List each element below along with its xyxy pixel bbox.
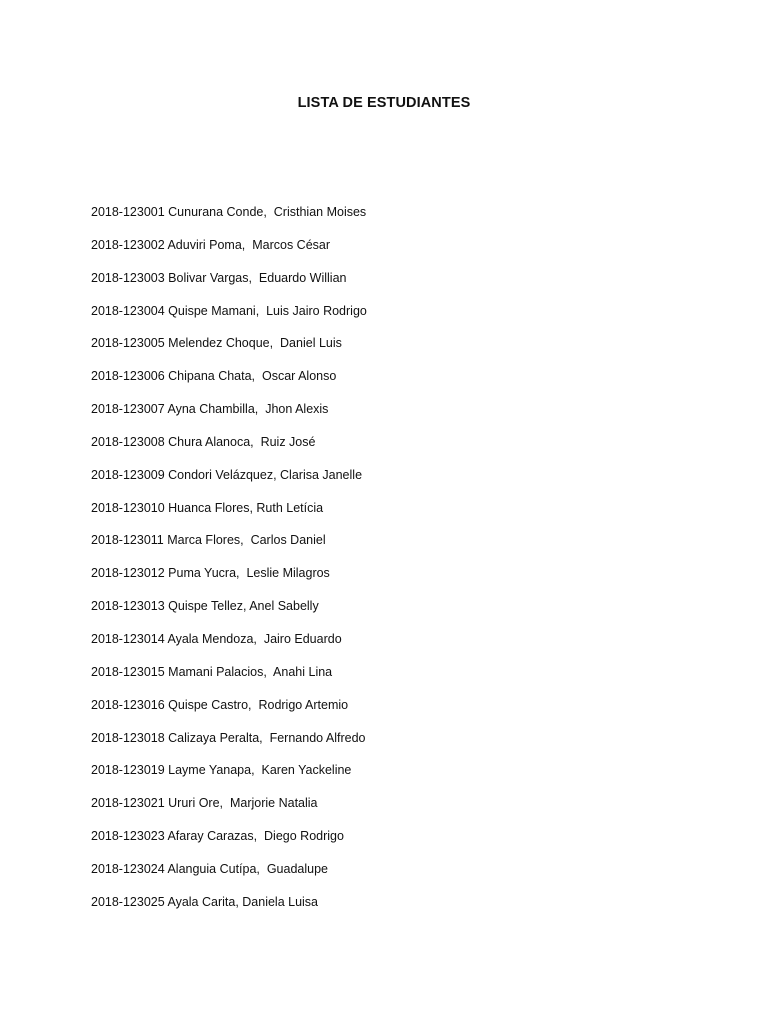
student-list [91,202,367,925]
student-entry: 2018-123002 Aduviri Poma, Marcos César [91,237,331,252]
student-entry: 2018-123010 Huanca Flores, Ruth Letícia [91,500,324,515]
student-entry: 2018-123011 Marca Flores, Carlos Daniel [91,533,326,548]
page-title: LISTA DE ESTUDIANTES [297,95,471,111]
student-entry: 2018-123016 Quispe Castro, Rodrigo Artemio [91,697,349,712]
student-entry: 2018-123005 Melendez Choque, Daniel Luis [91,336,342,351]
student-entry: 2018-123013 Quispe Tellez, Anel Sabelly [91,599,319,614]
student-entry: 2018-123012 Puma Yucra, Leslie Milagros [91,566,330,581]
student-entry: 2018-123006 Chipana Chata, Oscar Alonso [91,369,337,384]
student-entry: 2018-123001 Cunurana Conde, Cristhian Moises [91,205,367,219]
student-entry: 2018-123019 Layme Yanapa, Karen Yackeline [91,763,352,778]
student-entry: 2018-123009 Condori Velázquez, Clarisa Janelle [91,467,363,482]
student-entry: 2018-123018 Calizaya Peralta, Fernando Alfredo [91,730,366,745]
student-entry: 2018-123014 Ayala Mendoza, Jairo Eduardo [91,631,342,646]
student-entry: 2018-123003 Bolivar Vargas, Eduardo Willian [91,270,347,285]
student-entry: 2018-123004 Quispe Mamani, Luis Jairo Rodrigo [91,303,367,318]
student-entry: 2018-123021 Ururi Ore, Marjorie Natalia [91,796,318,811]
student-entry: 2018-123023 Afaray Carazas, Diego Rodrigo [91,829,344,844]
student-entry: 2018-123008 Chura Alanoca, Ruiz José [91,434,316,449]
student-entry: 2018-123007 Ayna Chambilla, Jhon Alexis [91,402,329,417]
student-entry: 2018-123025 Ayala Carita, Daniela Luisa [91,894,319,909]
student-entry: 2018-123015 Mamani Palacios, Anahi Lina [91,664,333,679]
student-entry: 2018-123024 Alanguia Cutípa, Guadalupe [91,861,328,876]
